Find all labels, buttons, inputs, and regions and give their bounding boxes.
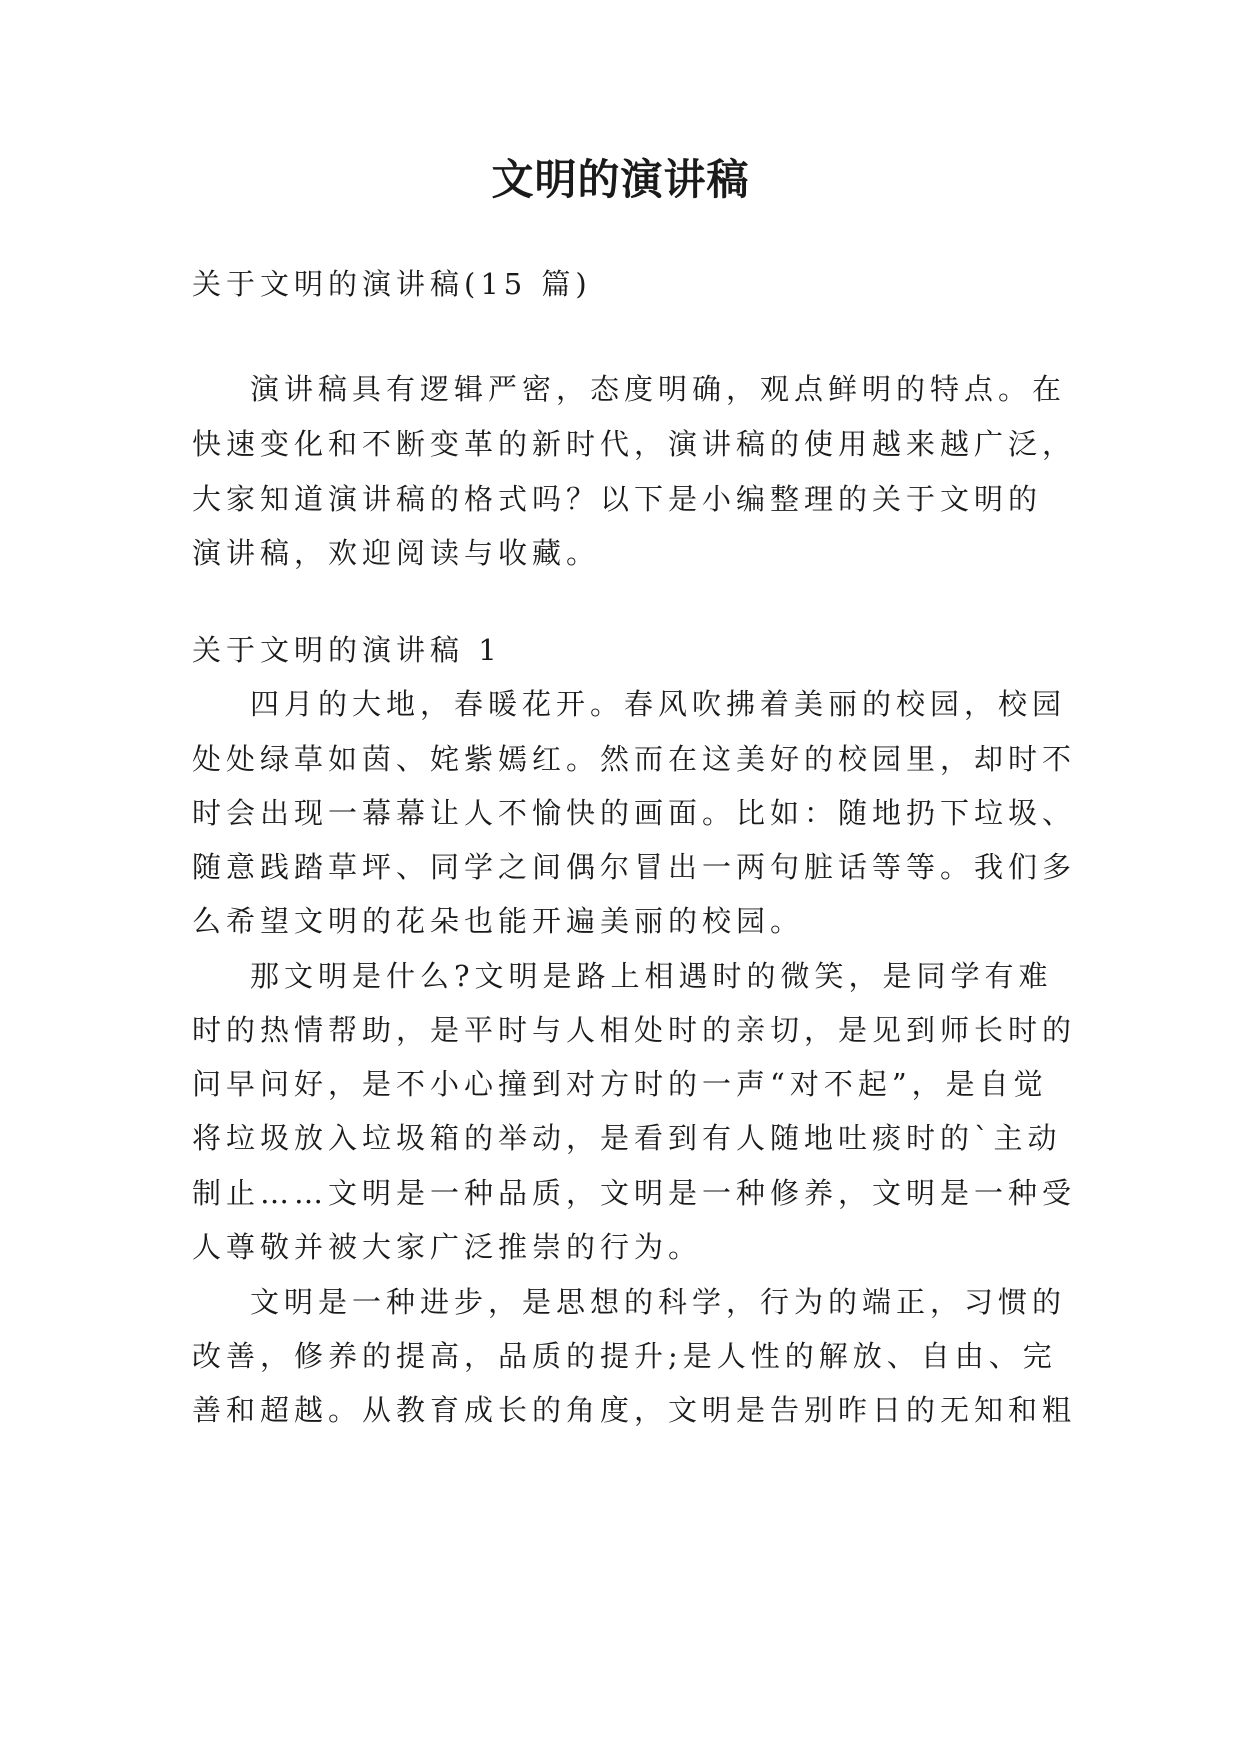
paragraph-line: 随意践踏草坪、同学之间偶尔冒出一两句脏话等等。我们多 [192,850,1077,884]
paragraph-line: 改善，修养的提高，品质的提升;是人性的解放、自由、完 [192,1339,1057,1373]
intro-line: 大家知道演讲稿的格式吗？以下是小编整理的关于文明的 [192,482,1043,516]
paragraph-line: 问早问好，是不小心撞到对方时的一声“对不起”，是自觉 [192,1067,1048,1101]
intro-line: 快速变化和不断变革的新时代，演讲稿的使用越来越广泛， [192,427,1077,461]
paragraph-line: 四月的大地，春暖花开。春风吹拂着美丽的校园，校园 [250,687,1067,721]
document-subtitle: 关于文明的演讲稿(15 篇) [192,267,592,301]
paragraph-line: 将垃圾放入垃圾箱的举动，是看到有人随地吐痰时的`主动 [192,1121,1062,1155]
section-heading: 关于文明的演讲稿 1 [192,633,502,667]
paragraph-line: 制止……文明是一种品质，文明是一种修养，文明是一种受 [192,1176,1077,1210]
paragraph-line: 么希望文明的花朵也能开遍美丽的校园。 [192,904,805,938]
paragraph-line: 文明是一种进步，是思想的科学，行为的端正，习惯的 [250,1285,1067,1319]
paragraph-line: 时会出现一幕幕让人不愉快的画面。比如：随地扔下垃圾、 [192,796,1077,830]
intro-line: 演讲稿，欢迎阅读与收藏。 [192,536,601,570]
paragraph-line: 那文明是什么?文明是路上相遇时的微笑，是同学有难 [250,959,1053,993]
paragraph-line: 善和超越。从教育成长的角度，文明是告别昨日的无知和粗 [192,1393,1077,1427]
intro-line: 演讲稿具有逻辑严密，态度明确，观点鲜明的特点。在 [250,372,1067,406]
paragraph-line: 处处绿草如茵、姹紫嫣红。然而在这美好的校园里，却时不 [192,742,1077,776]
paragraph-line: 人尊敬并被大家广泛推崇的行为。 [192,1230,703,1264]
paragraph-line: 时的热情帮助，是平时与人相处时的亲切，是见到师长时的 [192,1013,1077,1047]
document-title: 文明的演讲稿 [491,155,750,204]
